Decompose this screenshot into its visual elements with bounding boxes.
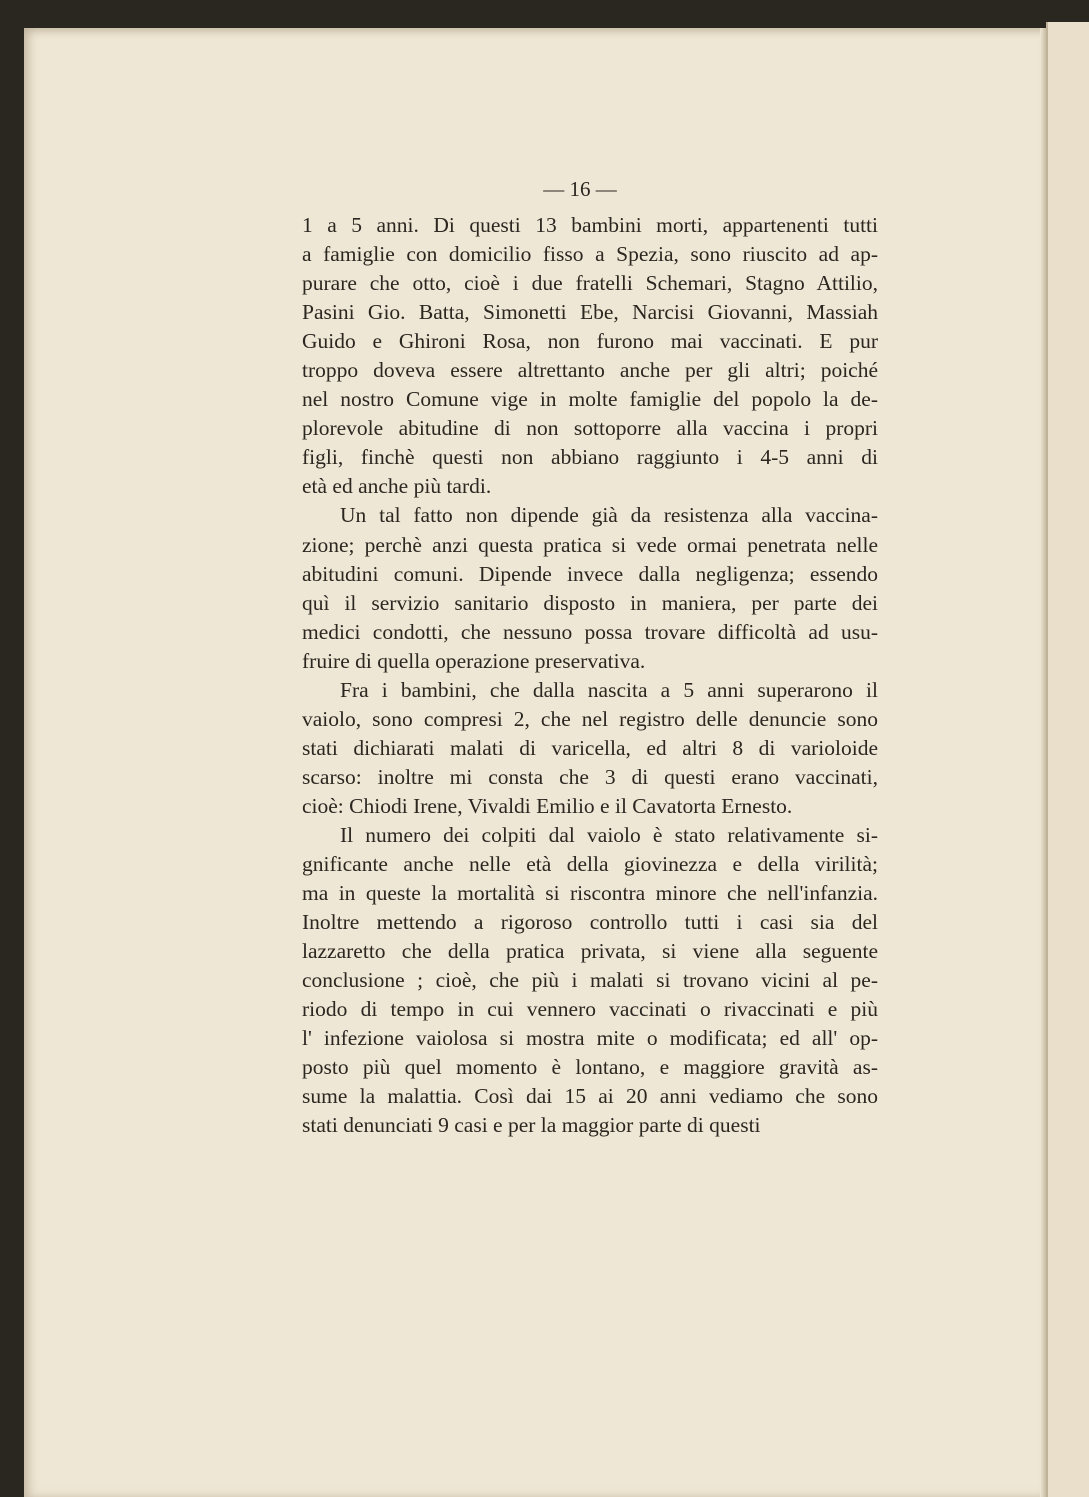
text-line: Fra i bambini, che dalla nascita a 5 anni superarono il bbox=[340, 677, 878, 702]
text-line: età ed anche più tardi. bbox=[302, 474, 492, 499]
text-line: plorevole abitudine di non sottoporre alla vaccina i propri bbox=[302, 416, 878, 441]
text-line: figli, finchè questi non abbiano raggiunto i 4-5 anni di bbox=[302, 445, 878, 470]
text-line: sume la malattia. Così dai 15 ai 20 anni vediamo che sono bbox=[302, 1084, 878, 1109]
text-line: vaiolo, sono compresi 2, che nel registro delle denuncie sono bbox=[302, 706, 878, 731]
text-line: Inoltre mettendo a rigoroso controllo tutti i casi sia del bbox=[302, 910, 878, 935]
next-page-edge bbox=[1046, 22, 1089, 1497]
text-line: Pasini Gio. Batta, Simonetti Ebe, Narcisi Giovanni, Massiah bbox=[302, 300, 878, 325]
text-line: stati denunciati 9 casi e per la maggior parte di questi bbox=[302, 1113, 761, 1138]
text-line: Guido e Ghironi Rosa, non furono mai vaccinati. E pur bbox=[302, 329, 878, 354]
text-line: Un tal fatto non dipende già da resistenza alla vaccina- bbox=[340, 503, 878, 528]
text-line: purare che otto, cioè i due fratelli Schemari, Stagno Attilio, bbox=[302, 271, 878, 296]
text-line: fruire di quella operazione preservativa. bbox=[302, 648, 646, 673]
paragraph bbox=[302, 676, 878, 821]
text-line: 1 a 5 anni. Di questi 13 bambini morti, appartenenti tutti bbox=[302, 213, 878, 237]
paragraph bbox=[302, 501, 878, 675]
text-line: posto più quel momento è lontano, e maggiore gravità as- bbox=[302, 1055, 878, 1080]
text-line: l' infezione vaiolosa si mostra mite o modificata; ed all' op- bbox=[302, 1026, 878, 1051]
text-line: stati dichiarati malati di varicella, ed altri 8 di varioloide bbox=[302, 735, 878, 760]
text-line: a famiglie con domicilio fisso a Spezia, sono riuscito ad ap- bbox=[302, 242, 878, 267]
text-line: zione; perchè anzi questa pratica si vede ormai penetrata nelle bbox=[302, 532, 878, 557]
text-line: quì il servizio sanitario disposto in maniera, per parte dei bbox=[302, 590, 878, 615]
text-line: cioè: Chiodi Irene, Vivaldi Emilio e il Cavatorta Ernesto. bbox=[302, 793, 793, 818]
text-line: conclusione ; cioè, che più i malati si trovano vicini al pe- bbox=[302, 968, 878, 993]
paragraph bbox=[302, 211, 878, 501]
text-line: ma in queste la mortalità si riscontra minore che nell'infanzia. bbox=[302, 881, 878, 906]
text-line: Il numero dei colpiti dal vaiolo è stato relativamente si- bbox=[340, 822, 878, 847]
text-line: abitudini comuni. Dipende invece dalla negligenza; essendo bbox=[302, 561, 878, 586]
text-line: troppo doveva essere altrettanto anche per gli altri; poiché bbox=[302, 358, 878, 383]
text-line: gnificante anche nelle età della giovinezza e della virilità; bbox=[302, 852, 878, 877]
text-line: lazzaretto che della pratica privata, si viene alla seguente bbox=[302, 939, 878, 964]
body-text bbox=[302, 211, 878, 1141]
text-line: nel nostro Comune vige in molte famiglie del popolo la de- bbox=[302, 387, 878, 412]
text-line: medici condotti, che nessuno possa trovare difficoltà ad usu- bbox=[302, 619, 878, 644]
text-line: riodo di tempo in cui vennero vaccinati o rivaccinati e più bbox=[302, 997, 878, 1022]
page-number: — 16 — bbox=[543, 177, 617, 201]
paragraph bbox=[302, 821, 878, 1141]
text-line: scarso: inoltre mi consta che 3 di questi erano vaccinati, bbox=[302, 764, 878, 789]
